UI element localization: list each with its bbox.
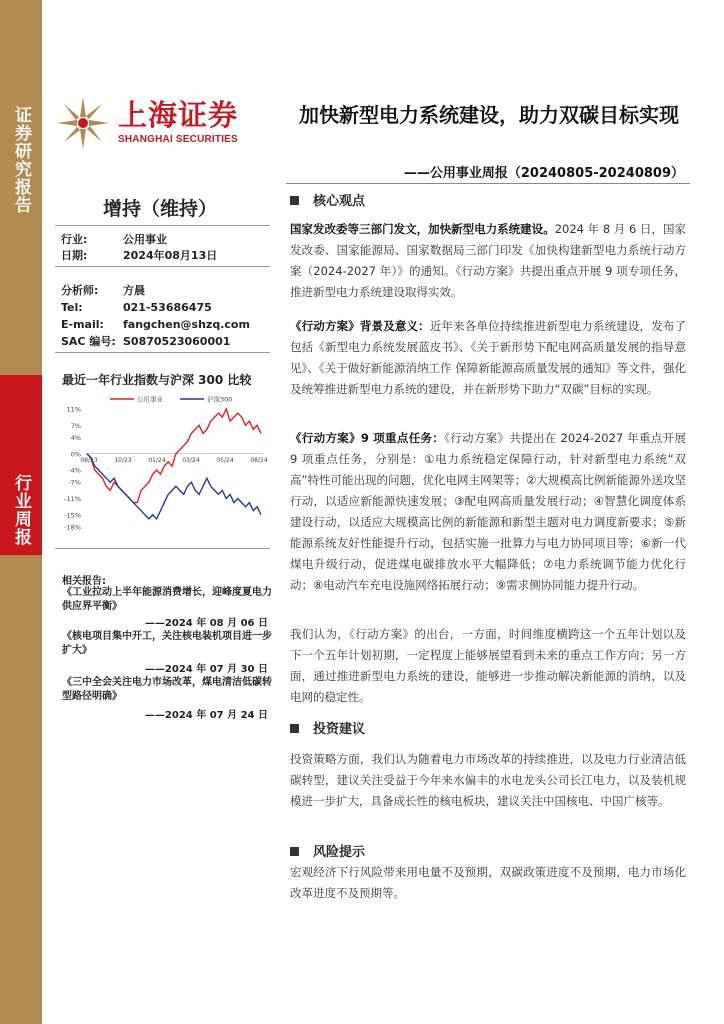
x-tick-label: 08/23 — [80, 456, 98, 464]
date-label: 日期: — [61, 249, 88, 262]
para-background — [290, 316, 686, 400]
y-tick-label: 7% — [70, 421, 81, 430]
report-title: 加快新型电力系统建设，助力双碳目标实现 — [299, 103, 679, 127]
email-label: E-mail: — [61, 318, 104, 331]
y-tick-label: -7% — [68, 478, 81, 487]
y-tick-label: -4% — [68, 466, 81, 475]
sac-value: S0870523060001 — [123, 335, 231, 348]
para-tasks — [290, 428, 686, 596]
para-tasks-lead: 《行动方案》9 项重点任务： — [290, 431, 445, 445]
y-tick-label: -11% — [64, 495, 81, 504]
logo-text-cn: 上海证券 — [118, 98, 239, 132]
section-bullet-icon — [290, 724, 299, 733]
para-risk-text: 宏观经济下行风险带来用电量不及预期，双碳政策进度不及预期，电力市场化改革进度不及预期等。 — [290, 865, 686, 900]
sidebar — [0, 0, 42, 1024]
analyst-value: 方晨 — [123, 284, 145, 297]
logo-text-en: SHANGHAI SECURITIES — [118, 134, 238, 145]
meta-bottom-divider — [55, 352, 270, 353]
related-reports-title: 相关报告: — [62, 576, 106, 587]
para-tasks-text: 《行动方案》共提出在 2024-2027 年重点开展 9 项重点任务，分别是：①电力系统稳定保障行动，针对新型电力系统“双高”特性可能出现的问题，优化电网主网架等；②大规模高比例新能源外送攻坚行动，以适应新能源快速发展；③配电网高质量发展行动；④智慧化调度体系建设行动，以适应大规模高比例的新能源和新型主题对电力调度新要求；⑤新能源系统友好性能提升行动，包括实施一批算力与电力协同项目等；⑥新一代煤电升级行动，促进煤电碳排放水平大幅降低；⑦电力系统调节能力优化行动；⑧电动汽车充电设施网络拓展行动；⑨需求侧协同能力提升行动。 — [290, 431, 686, 592]
tel-label: Tel: — [61, 301, 83, 314]
chart-title: 最近一年行业指数与沪深 300 比较 — [62, 373, 252, 387]
para-overview — [290, 219, 686, 303]
related-report-2[interactable]: 《核电项目集中开工，关注核电装机项目进一步扩大》 — [62, 631, 272, 656]
para-investment-text: 投资策略方面，我们认为随着电力市场改革的持续推进，以及电力行业清洁低碳转型，建议关注受益于今年来水偏丰的水电龙头公司长江电力，以及装机规模进一步扩大，具备成长性的核电板块，建议关注中国核电、中国广核等。 — [290, 752, 686, 808]
rating-divider — [55, 225, 270, 226]
chart-divider — [55, 548, 270, 549]
section-core-views — [290, 190, 365, 209]
x-tick-label: 03/24 — [182, 456, 200, 464]
report-type-label: 证券研究报告 — [11, 106, 31, 214]
section-risk — [290, 841, 365, 860]
section-label: 行业周报 — [11, 474, 31, 546]
y-tick-label: 11% — [66, 405, 81, 414]
report-subtitle: ——公用事业周报（20240805-20240809） — [403, 166, 684, 181]
section-invest-title: 投资建议 — [313, 722, 366, 737]
meta-divider — [55, 266, 270, 267]
date-value: 2024年08月13日 — [123, 249, 218, 262]
para-overview-lead: 国家发改委等三部门发文，加快新型电力系统建设。 — [290, 222, 555, 236]
section-bullet-icon — [290, 196, 299, 205]
related-report-3[interactable]: 《三中全会关注电力市场改革，煤电清洁低碳转型路径明确》 — [62, 677, 272, 702]
y-tick-label: -15% — [64, 511, 81, 520]
related-report-1-date: ——2024 年 08 月 06 日 — [144, 618, 268, 629]
section-core-title: 核心观点 — [313, 194, 366, 209]
rating: 增持（维持） — [102, 198, 217, 220]
x-tick-label: 10/23 — [114, 456, 132, 464]
legend-label: 沪深300 — [207, 395, 233, 404]
sac-label: SAC 编号: — [61, 335, 116, 348]
analyst-label: 分析师: — [61, 284, 99, 297]
para-background-lead: 《行动方案》背景及意义： — [290, 319, 430, 333]
legend-label: 公用事业 — [137, 395, 163, 404]
para-background-text: 近年来各单位持续推进新型电力系统建设，发布了包括《新型电力系统发展蓝皮书》、《关于新形势下配电网高质量发展的指导意见》、《关于做好新能源消纳工作 保障新能源高质量发展的通知》等文件，强化及统筹推进新型电力系统的建设，并在新形势下助力“双碳”目标的实现。 — [290, 319, 687, 396]
related-report-3-date: ——2024 年 07 月 24 日 — [144, 710, 268, 721]
para-overview-text: 2024 年 8 月 6 日，国家发改委、国家能源局、国家数据局三部门印发《加快构建新型电力系统行动方案（2024-2027 年）》的通知。《行动方案》共提出重点开展 9 项专项任务，推进新型电力系统建设取得实效。 — [290, 222, 686, 299]
related-report-2-date: ——2024 年 07 月 30 日 — [144, 664, 268, 675]
y-tick-label: -18% — [64, 523, 81, 532]
series-line-1 — [87, 454, 261, 519]
title-divider — [286, 183, 690, 184]
index-comparison-chart — [55, 393, 270, 538]
para-investment — [290, 749, 686, 812]
para-risk — [290, 862, 686, 904]
section-investment — [290, 718, 365, 737]
email-value[interactable]: fangchen@shzq.com — [123, 318, 250, 331]
para-opinion-text: 我们认为，《行动方案》的出台，一方面，时间维度横跨这一个五年计划以及下一个五年计划初期，一定程度上能够展望看到未来的重点工作方向；另一方面，通过推进新型电力系统的建设，能够进一步推动解决新能源的消纳，以及电网的稳定性。 — [290, 627, 686, 704]
x-tick-label: 08/24 — [250, 456, 268, 464]
tel-value: 021-53686475 — [123, 301, 212, 314]
para-opinion — [290, 624, 686, 708]
y-tick-label: 4% — [70, 433, 81, 442]
related-report-1[interactable]: 《工业拉动上半年能源消费增长，迎峰度夏电力供应界平衡》 — [62, 587, 272, 612]
x-tick-label: 05/24 — [216, 456, 234, 464]
industry-label: 行业: — [61, 233, 88, 246]
section-risk-title: 风险提示 — [313, 845, 366, 860]
company-logo — [55, 95, 275, 157]
y-tick-label: 0% — [70, 450, 81, 459]
logo-mark-icon — [55, 95, 111, 151]
section-bullet-icon — [290, 847, 299, 856]
x-tick-label: 01/24 — [148, 456, 166, 464]
industry-value: 公用事业 — [123, 233, 167, 246]
